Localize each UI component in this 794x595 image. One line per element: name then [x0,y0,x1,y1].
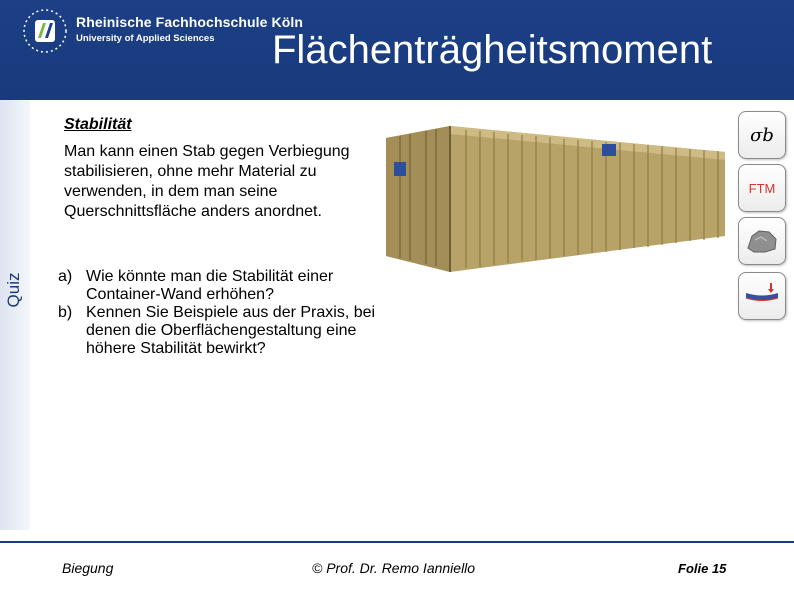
question-label: a) [58,268,73,285]
footer-author: © Prof. Dr. Remo Ianniello [312,560,476,576]
question-list [58,268,398,358]
shipping-container-image [380,124,730,274]
footer-divider [0,541,794,543]
rock-button[interactable] [738,217,786,265]
question-a [58,268,398,304]
university-subtitle: University of Applied Sciences [76,33,215,44]
side-bar [0,100,30,530]
footer-topic: Biegung [62,560,114,576]
sigma-button[interactable] [738,111,786,159]
sigma-label: σb [750,124,774,146]
question-label: b) [58,304,73,321]
beam-bending-button[interactable] [738,272,786,320]
beam-bending-icon [743,281,781,311]
slide-title: Flächenträgheitsmoment [272,28,713,72]
question-b [58,304,398,358]
footer-slide-number: Folie 15 [678,561,727,576]
rock-icon [745,228,779,254]
intro-text: Man kann einen Stab gegen Verbiegung stabilisieren, ohne mehr Material zu verwenden, in dem man seine Querschnittsfläche anders anordnet. [64,143,350,220]
ftm-button[interactable] [738,164,786,212]
question-text: Wie könnte man die Stabilität einer Container-Wand erhöhen? [86,268,334,303]
ftm-label: FTM [748,180,776,196]
section-heading: Stabilität [64,116,132,133]
question-text: Kennen Sie Beispiele aus der Praxis, bei denen die Oberflächengestaltung eine höhere Stabilität bewirkt? [86,304,376,357]
university-logo-icon [22,8,68,54]
quiz-label: Quiz [4,272,23,308]
header-bar [0,0,794,100]
university-name: Rheinische Fachhochschule Köln [76,14,304,30]
